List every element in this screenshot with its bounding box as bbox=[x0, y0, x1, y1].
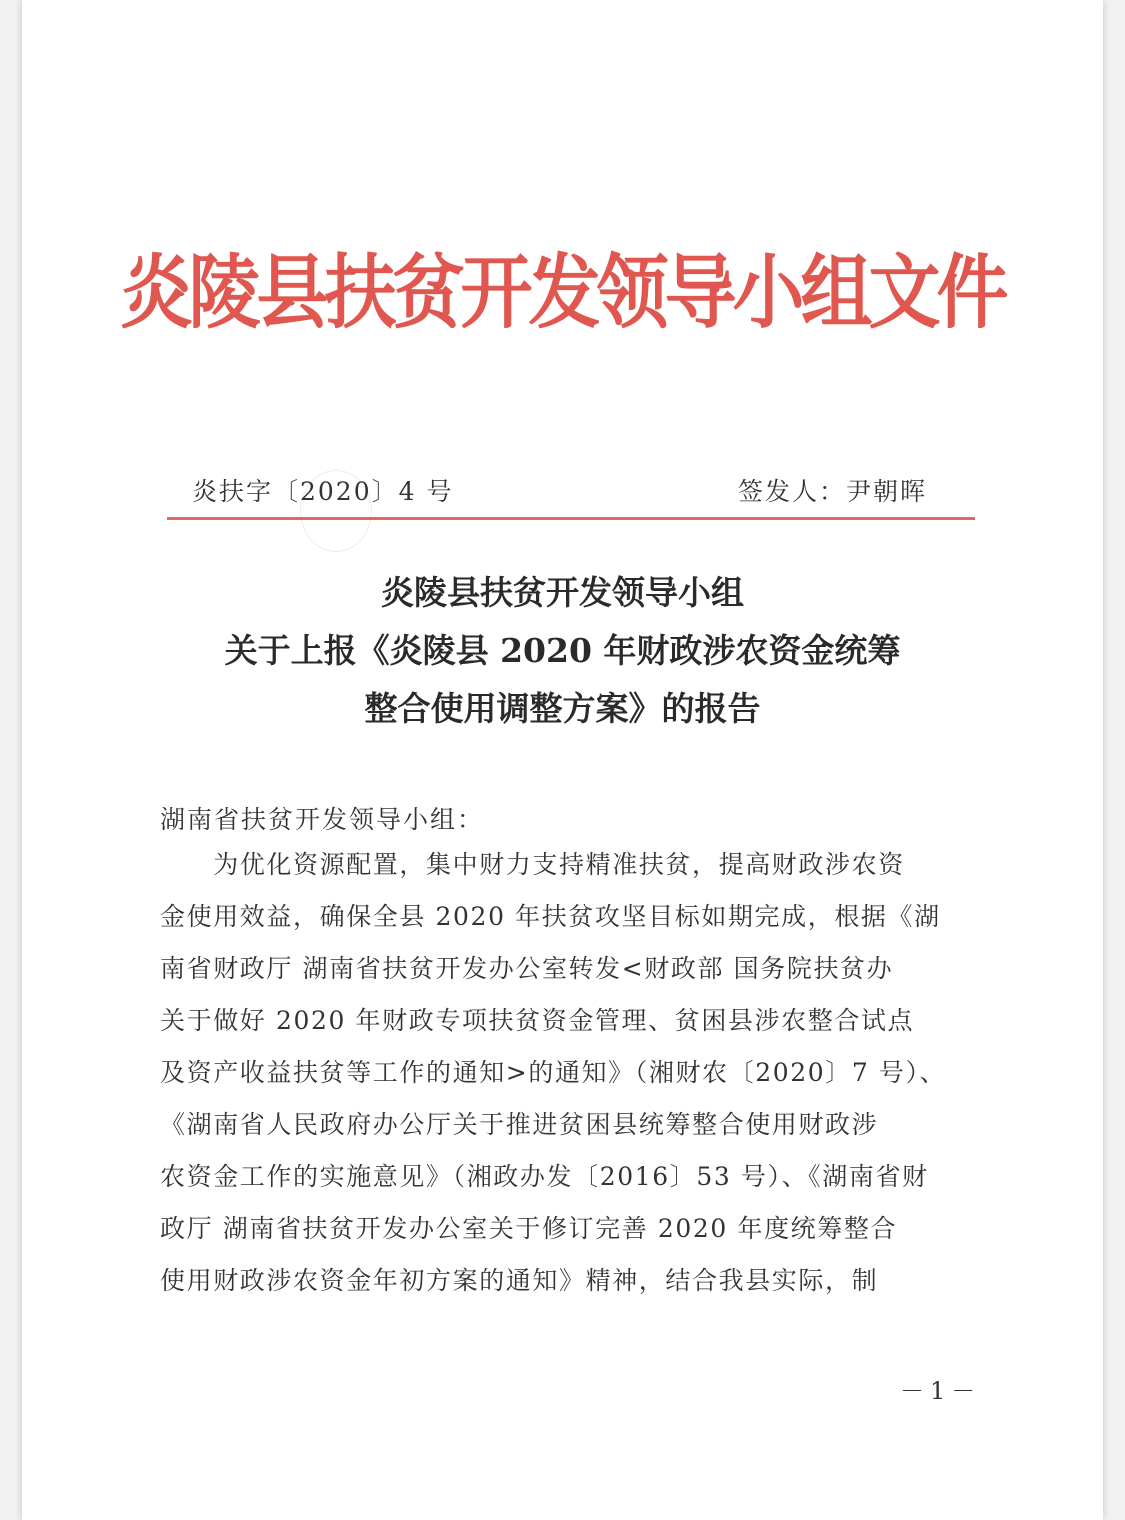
body-line: 《湖南省人民政府办公厅关于推进贫困县统筹整合使用财政涉 bbox=[160, 1110, 879, 1139]
body-line: 为优化资源配置，集中财力支持精准扶贫，提高财政涉农资 bbox=[160, 850, 905, 879]
report-title-line-2: 关于上报《炎陵县 2020 年财政涉农资金统筹 bbox=[224, 631, 901, 670]
body-line: 关于做好 2020 年财政专项扶贫资金管理、贫困县涉农整合试点 bbox=[160, 1006, 915, 1035]
report-title-line-1: 炎陵县扶贫开发领导小组 bbox=[381, 573, 744, 612]
body-line: 使用财政涉农资金年初方案的通知》精神，结合我县实际，制 bbox=[160, 1266, 879, 1295]
red-divider-line bbox=[167, 517, 975, 520]
page-number: －1－ bbox=[900, 1377, 982, 1405]
report-title-line-3: 整合使用调整方案》的报告 bbox=[364, 689, 761, 728]
body-line: 南省财政厅 湖南省扶贫开发办公室转发<财政部 国务院扶贫办 bbox=[160, 954, 894, 983]
document-masthead: 炎陵县扶贫开发领导小组文件 bbox=[120, 244, 1005, 340]
body-line: 及资产收益扶贫等工作的通知>的通知》（湘财农〔2020〕7 号）、 bbox=[160, 1058, 947, 1087]
body-line: 政厅 湖南省扶贫开发办公室关于修订完善 2020 年度统筹整合 bbox=[160, 1214, 898, 1243]
addressee: 湖南省扶贫开发领导小组： bbox=[160, 805, 485, 834]
document-number: 炎扶字〔2020〕4 号 bbox=[192, 477, 454, 506]
body-line: 农资金工作的实施意见》（湘政办发〔2016〕53 号）、《湖南省财 bbox=[160, 1162, 929, 1191]
body-line: 金使用效益，确保全县 2020 年扶贫攻坚目标如期完成，根据《湖 bbox=[160, 902, 941, 931]
signer: 签发人：尹朝晖 bbox=[738, 477, 928, 506]
